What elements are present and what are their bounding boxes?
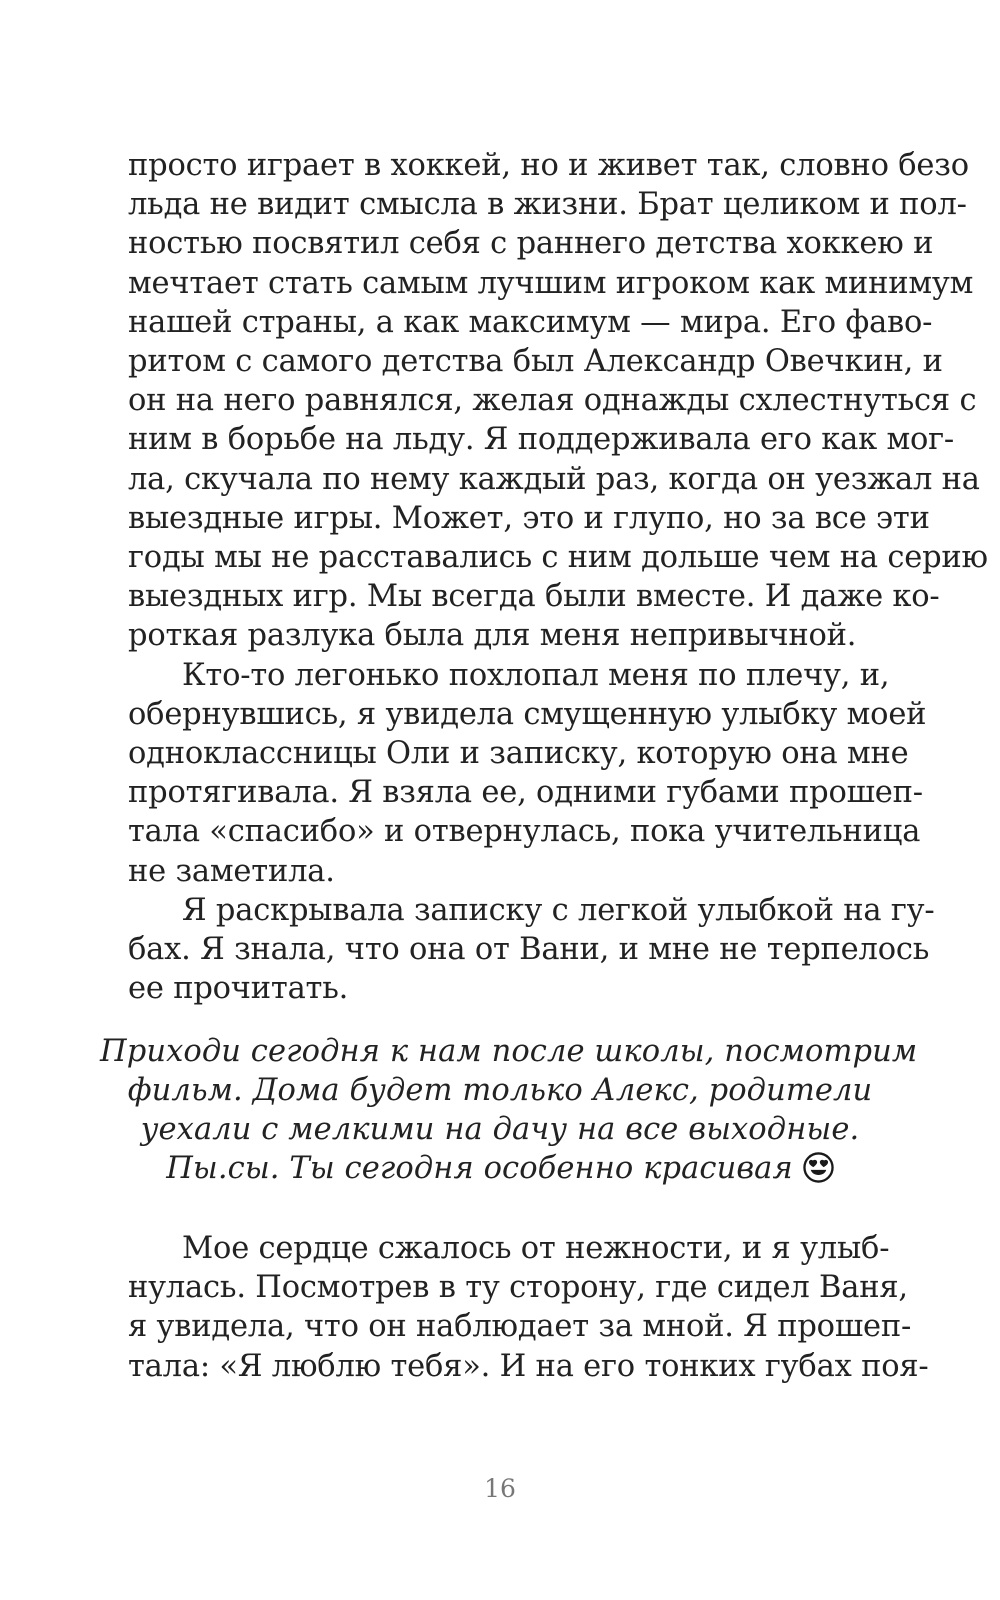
- text-line: ритом с самого детства был Александр Овечкин, и: [128, 343, 943, 379]
- note-line-text: Пы.сы. Ты сегодня особенно красивая: [166, 1151, 793, 1186]
- text-line: ла, скучала по нему каждый раз, когда он уезжал на: [128, 461, 980, 497]
- note-line: Приходи сегодня к нам после школы, посмотрим: [100, 1034, 918, 1069]
- text-line: годы мы не расставались с ним дольше чем на серию: [128, 539, 988, 575]
- paragraph-2: [128, 656, 927, 891]
- text-line: обернувшись, я увидела смущенную улыбку моей: [128, 696, 927, 732]
- text-line: просто играет в хоккей, но и живет так, словно безо: [128, 148, 969, 183]
- text-line: ним в борьбе на льду. Я поддерживала его как мог-: [128, 422, 955, 458]
- text-line: он на него равнялся, желая однажды схлестнуться с: [128, 383, 977, 419]
- text-line: нулась. Посмотрев в ту сторону, где сидел Ваня,: [128, 1270, 908, 1306]
- note-line-with-emoji: [100, 1149, 900, 1188]
- page-number: 16: [484, 1474, 516, 1503]
- note-text: [100, 1032, 918, 1188]
- text-line: выездных игр. Мы всегда были вместе. И даже ко-: [128, 579, 940, 615]
- text-line: нашей страны, а как максимум — мира. Его фаво-: [128, 304, 933, 340]
- heart-eyes-emoji-icon: [803, 1152, 834, 1183]
- paragraph-4: [128, 1229, 929, 1386]
- paragraph-1: [128, 146, 988, 655]
- text-line: выездные игры. Может, это и глупо, но за все эти: [128, 500, 930, 536]
- text-line: роткая разлука была для меня непривычной.: [128, 618, 857, 654]
- note-line: уехали с мелкими на дачу на все выходные.: [140, 1112, 860, 1147]
- text-line: Мое сердце сжалось от нежности, и я улыб-: [182, 1231, 890, 1266]
- text-line: протягивала. Я взяла ее, одними губами прошеп-: [128, 775, 923, 811]
- text-line: одноклассницы Оли и записку, которую она мне: [128, 735, 909, 771]
- text-line: Я раскрывала записку с легкой улыбкой на гу-: [182, 892, 935, 928]
- text-line: не заметила.: [128, 853, 335, 889]
- text-line: тала: «Я люблю тебя». И на его тонких губах поя-: [128, 1348, 929, 1384]
- text-line: льда не видит смысла в жизни. Брат целиком и пол-: [128, 187, 967, 223]
- note-line: фильм. Дома будет только Алекс, родители: [127, 1073, 873, 1108]
- text-line: тала «спасибо» и отвернулась, пока учительница: [128, 814, 921, 850]
- text-line: я увидела, что он наблюдает за мной. Я прошеп-: [128, 1309, 912, 1345]
- text-line: бах. Я знала, что она от Вани, и мне не терпелось: [128, 931, 930, 967]
- text-line: Кто-то легонько похлопал меня по плечу, и,: [182, 657, 890, 693]
- text-line: мечтает стать самым лучшим игроком как минимум: [128, 265, 974, 301]
- text-line: ее прочитать.: [128, 971, 349, 1007]
- paragraph-3: [128, 891, 935, 1009]
- text-line: ностью посвятил себя с раннего детства хоккею и: [128, 226, 934, 262]
